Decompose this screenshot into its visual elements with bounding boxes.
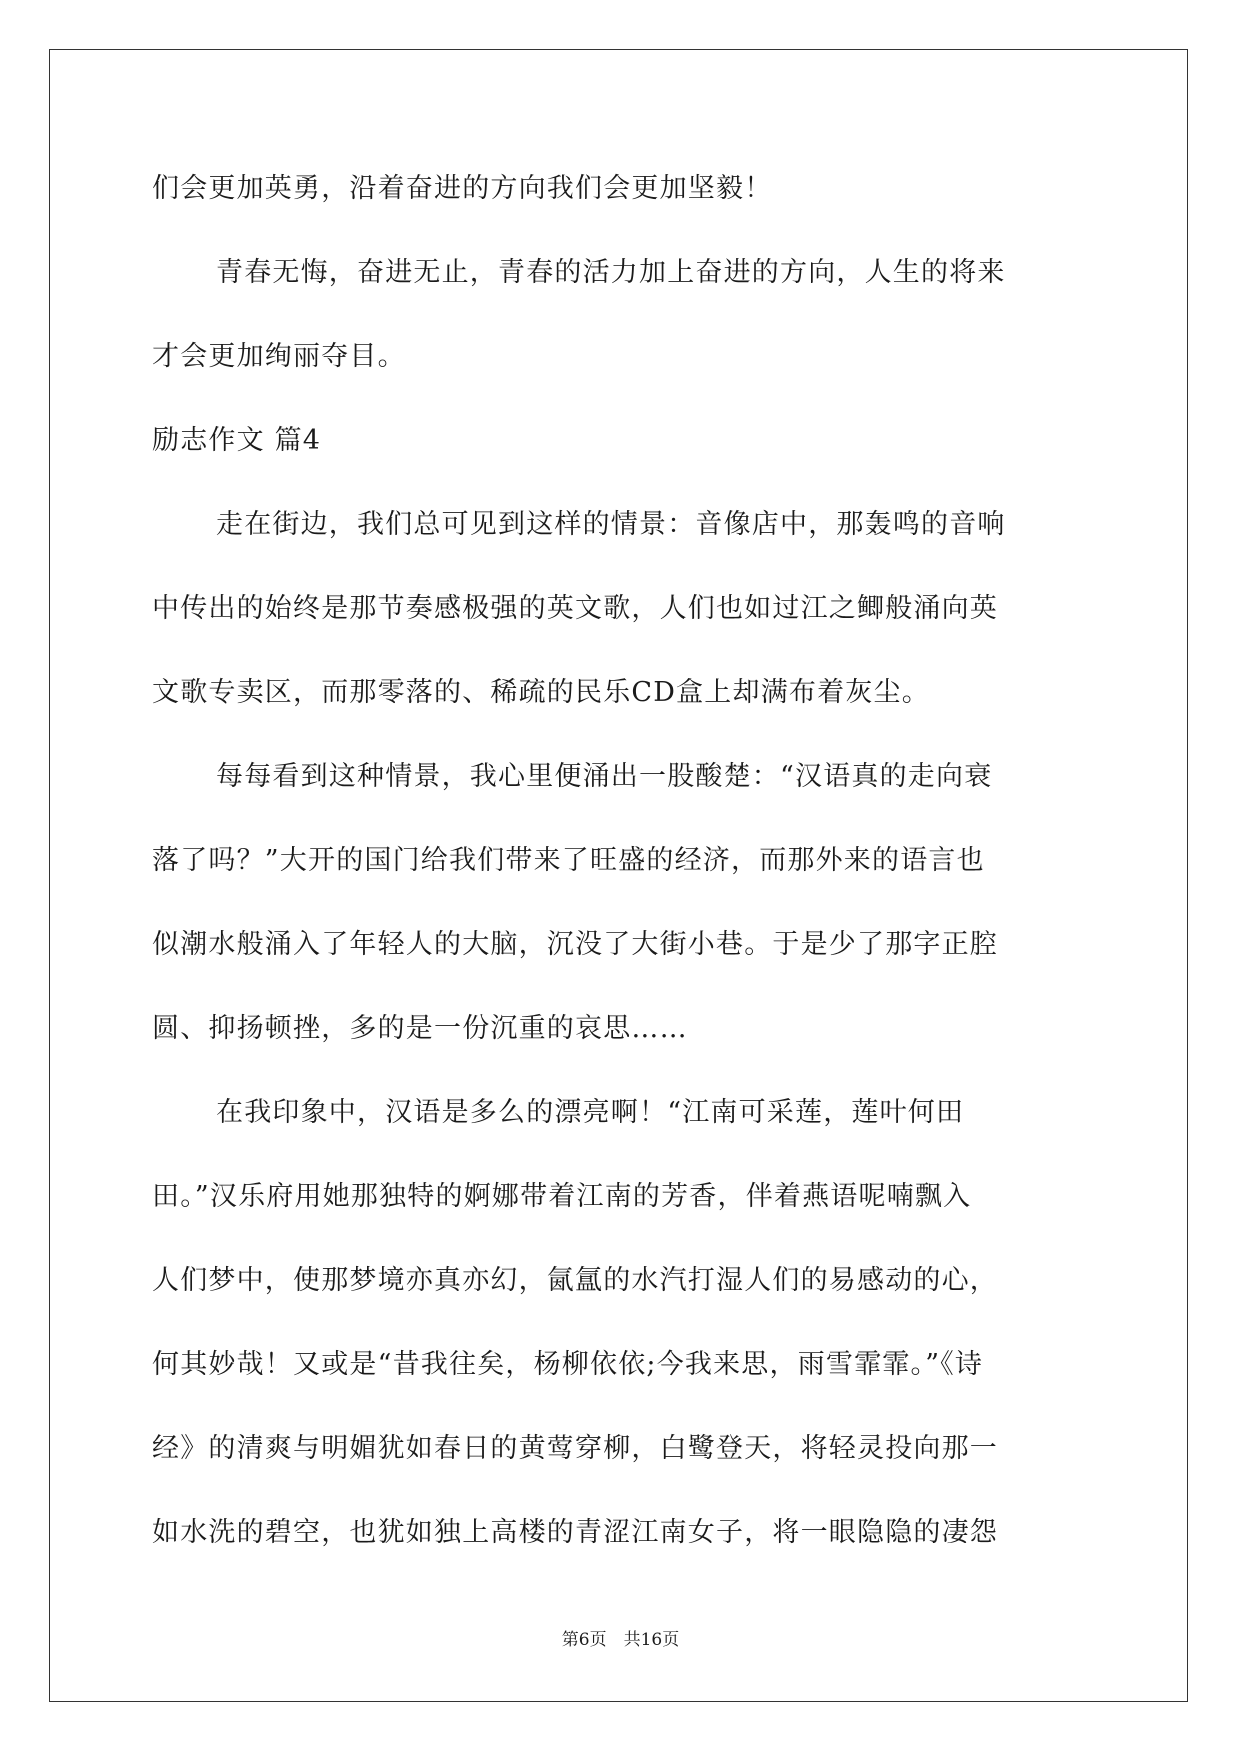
text-line: 经》的清爽与明媚犹如春日的黄莺穿柳，白鹭登天，将轻灵投向那一 <box>152 1433 998 1464</box>
text-line: 们会更加英勇，沿着奋进的方向我们会更加坚毅！ <box>152 173 773 204</box>
text-line: 田。”汉乐府用她那独特的婀娜带着江南的芳香，伴着燕语呢喃飘入 <box>152 1181 972 1212</box>
paragraph-first-line: 青春无悔，奋进无止，青春的活力加上奋进的方向，人生的将来 <box>216 257 1006 288</box>
section-heading: 励志作文 篇4 <box>152 425 322 456</box>
text-line: 圆、抑扬顿挫，多的是一份沉重的哀思…… <box>152 1013 688 1044</box>
text-line: 落了吗？”大开的国门给我们带来了旺盛的经济，而那外来的语言也 <box>152 845 985 876</box>
text-line: 人们梦中，使那梦境亦真亦幻，氤氲的水汽打湿人们的易感动的心， <box>152 1265 998 1296</box>
text-line: 何其妙哉！又或是“昔我往矣，杨柳依依;今我来思，雨雪霏霏。”《诗 <box>152 1349 984 1380</box>
text-line: 文歌专卖区，而那零落的、稀疏的民乐CD盒上却满布着灰尘。 <box>152 677 930 708</box>
paragraph-first-line: 每每看到这种情景，我心里便涌出一股酸楚：“汉语真的走向衰 <box>216 761 993 792</box>
text-line: 似潮水般涌入了年轻人的大脑，沉没了大街小巷。于是少了那字正腔 <box>152 929 998 960</box>
text-line: 才会更加绚丽夺目。 <box>152 341 406 372</box>
text-line: 中传出的始终是那节奏感极强的英文歌，人们也如过江之鲫般涌向英 <box>152 593 998 624</box>
paragraph-first-line: 在我印象中，汉语是多么的漂亮啊！“江南可采莲，莲叶何田 <box>216 1097 965 1128</box>
paragraph-first-line: 走在街边，我们总可见到这样的情景：音像店中，那轰鸣的音响 <box>216 509 1006 540</box>
text-line: 如水洗的碧空，也犹如独上高楼的青涩江南女子，将一眼隐隐的凄怨 <box>152 1517 998 1548</box>
page-number-footer: 第6页 共16页 <box>561 1630 680 1650</box>
